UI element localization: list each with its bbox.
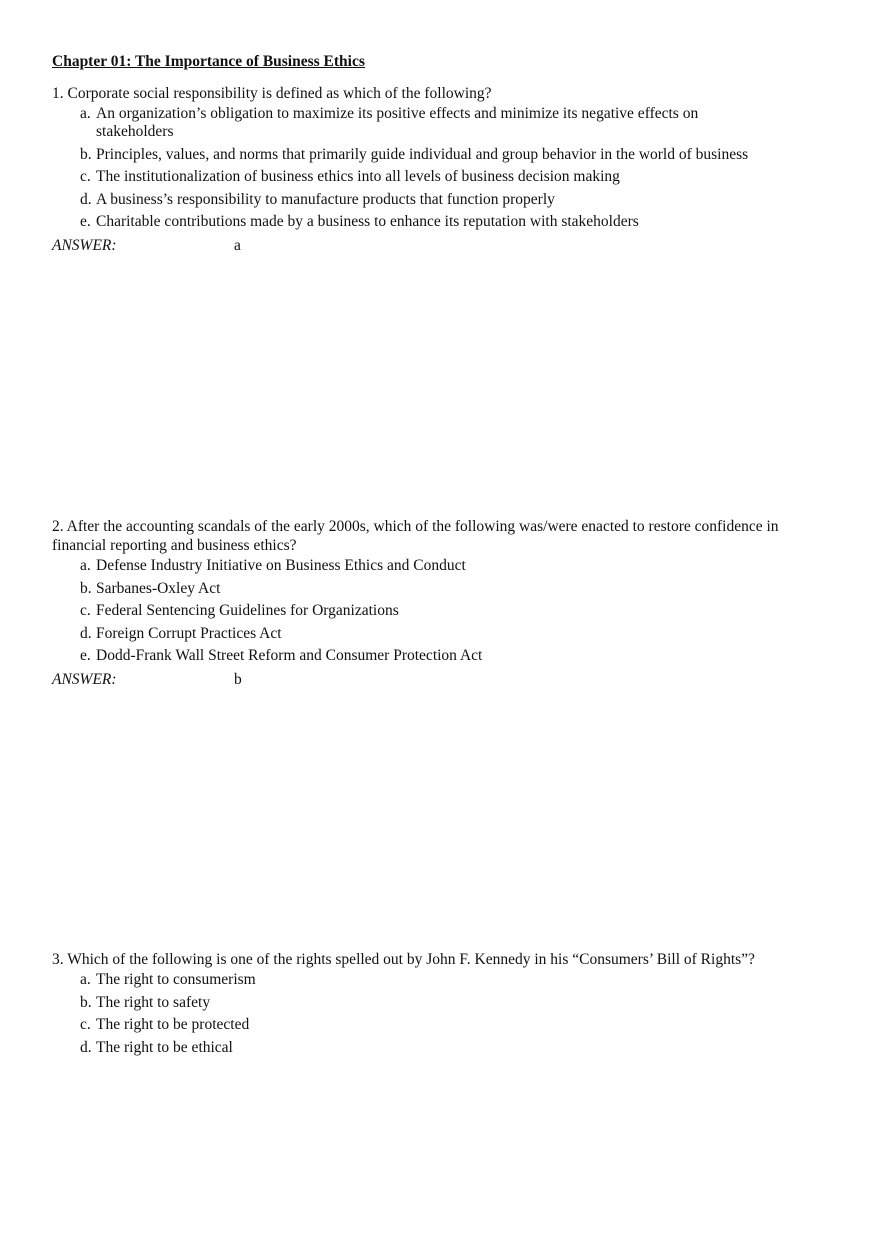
question-2 (52, 517, 812, 689)
option-b (80, 994, 812, 1012)
option-e (80, 213, 812, 231)
option-text: A business’s responsibility to manufacture products that function properly (96, 190, 555, 208)
question-1 (52, 84, 812, 255)
option-letter: a. (80, 557, 91, 574)
answer-row (52, 670, 812, 689)
option-text: Charitable contributions made by a business to enhance its reputation with stakeholders (96, 213, 639, 230)
option-text: Sarbanes-Oxley Act (96, 579, 221, 597)
option-text: The right to be protected (96, 1016, 250, 1033)
option-letter: c. (80, 602, 91, 619)
option-c (80, 602, 812, 620)
option-text: The right to consumerism (96, 971, 256, 988)
option-list (52, 971, 812, 1057)
answer-label: ANSWER: (52, 670, 117, 688)
option-list (52, 105, 812, 231)
option-letter: e. (80, 213, 91, 230)
option-b (80, 146, 812, 164)
option-letter: c. (80, 1016, 91, 1033)
option-list (52, 557, 812, 665)
option-text: Principles, values, and norms that primarily guide individual and group behavior in the world of business (96, 145, 749, 163)
question-stem: 3. Which of the following is one of the rights spelled out by John F. Kennedy in his “Consumers’ Bill of Rights”? (52, 951, 755, 968)
option-d (80, 191, 812, 209)
option-text: Defense Industry Initiative on Business Ethics and Conduct (96, 557, 466, 574)
option-d (80, 625, 812, 643)
answer-row (52, 236, 812, 255)
option-e (80, 647, 812, 665)
option-letter: a. (80, 105, 91, 122)
option-text: Dodd-Frank Wall Street Reform and Consumer Protection Act (96, 647, 483, 664)
option-letter: b. (80, 579, 92, 597)
option-d (80, 1039, 812, 1057)
option-text: An organization’s obligation to maximize its positive effects and minimize its negative effects on stakeholders (96, 105, 699, 140)
option-text: The right to be ethical (96, 1038, 233, 1056)
option-letter: b. (80, 145, 92, 163)
option-a (80, 105, 812, 141)
option-b (80, 580, 812, 598)
option-c (80, 168, 812, 186)
answer-label: ANSWER: (52, 236, 117, 254)
option-text: Federal Sentencing Guidelines for Organizations (96, 602, 399, 619)
chapter-title: Chapter 01: The Importance of Business Ethics (52, 53, 365, 70)
option-letter: d. (80, 1038, 92, 1056)
option-a (80, 557, 812, 575)
question-stem: 2. After the accounting scandals of the early 2000s, which of the following was/were enacted to restore confidence in financial reporting and business ethics? (52, 518, 779, 554)
option-a (80, 971, 812, 989)
option-letter: d. (80, 624, 92, 642)
option-letter: d. (80, 190, 92, 208)
option-letter: a. (80, 971, 91, 988)
answer-value: b (234, 670, 242, 688)
question-stem: 1. Corporate social responsibility is defined as which of the following? (52, 85, 492, 102)
option-letter: b. (80, 993, 92, 1011)
option-text: The institutionalization of business ethics into all levels of business decision making (96, 168, 620, 185)
option-letter: c. (80, 168, 91, 185)
option-c (80, 1016, 812, 1034)
option-text: Foreign Corrupt Practices Act (96, 624, 282, 642)
option-text: The right to safety (96, 993, 211, 1011)
answer-value: a (234, 236, 241, 254)
option-letter: e. (80, 647, 91, 664)
question-3 (52, 950, 812, 1061)
